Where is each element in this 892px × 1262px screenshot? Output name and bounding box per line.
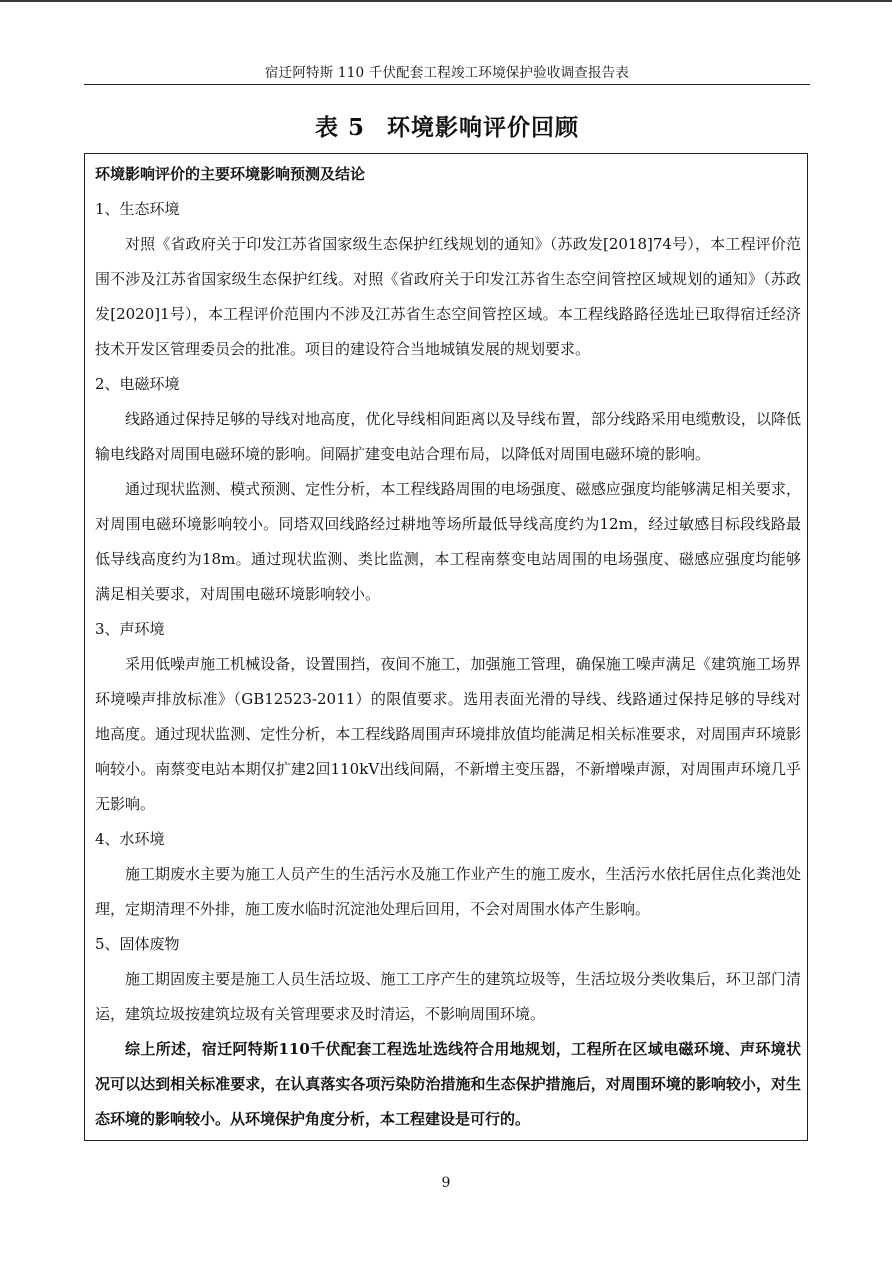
table-title [84,112,810,144]
table-number: 表 5 [314,114,365,141]
table-name: 环境影响评价回顾 [387,114,579,141]
paragraph-water: 施工期废水主要为施工人员产生的生活污水及施工作业产生的施工废水，生活污水依托居住点化粪池处理，定期清理不外排，施工废水临时沉淀池处理后回用，不会对周围水体产生影响。 [95,865,801,918]
section-title-solid-waste: 5、固体废物 [95,935,180,953]
section-title-ecology: 1、生态环境 [95,200,180,218]
paragraph-electromagnetic-analysis: 通过现状监测、模式预测、定性分析，本工程线路周围的电场强度、磁感应强度均能够满足相关要求，对周围电磁环境影响较小。同塔双回线路经过耕地等场所最低导线高度约为12m，经过敏感目标段线路最低导线高度约为18m。通过现状监测、类比监测，本工程南蔡变电站周围的电场强度、磁感应强度均能够满足相关要求，对周围电磁环境影响较小。 [95,480,801,603]
paragraph-acoustic: 采用低噪声施工机械设备，设置围挡，夜间不施工，加强施工管理，确保施工噪声满足《建筑施工场界环境噪声排放标准》（GB12523-2011）的限值要求。选用表面光滑的导线、线路通过保持足够的导线对地高度。通过现状监测、定性分析，本工程线路周围声环境排放值均能满足相关标准要求，对周围声环境影响较小。南蔡变电站本期仅扩建2回110kV出线间隔，不新增主变压器，不新增噪声源，对周围声环境几乎无影响。 [95,655,801,813]
content-body [95,157,801,1137]
header-rule [84,84,810,85]
conclusion-paragraph: 综上所述，宿迁阿特斯110千伏配套工程选址选线符合用地规划，工程所在区域电磁环境、声环境状况可以达到相关标准要求，在认真落实各项污染防治措施和生态保护措施后，对周围环境的影响较小，对生态环境的影响较小。从环境保护角度分析，本工程建设是可行的。 [95,1040,801,1128]
running-header: 宿迁阿特斯 110 千伏配套工程竣工环境保护验收调查报告表 [264,65,630,81]
section-title-acoustic: 3、声环境 [95,620,165,638]
content-heading: 环境影响评价的主要环境影响预测及结论 [95,165,366,183]
paragraph-ecology: 对照《省政府关于印发江苏省国家级生态保护红线规划的通知》（苏政发[2018]74号），本工程评价范围不涉及江苏省国家级生态保护红线。对照《省政府关于印发江苏省生态空间管控区域规划的通知》（苏政发[2020]1号），本工程评价范围内不涉及江苏省生态空间管控区域。本工程线路路径选址已取得宿迁经济技术开发区管理委员会的批准。项目的建设符合当地城镇发展的规划要求。 [95,235,801,358]
paragraph-electromagnetic-measures: 线路通过保持足够的导线对地高度，优化导线相间距离以及导线布置，部分线路采用电缆敷设，以降低输电线路对周围电磁环境的影响。间隔扩建变电站合理布局，以降低对周围电磁环境的影响。 [95,410,801,463]
paragraph-solid-waste: 施工期固废主要是施工人员生活垃圾、施工工序产生的建筑垃圾等，生活垃圾分类收集后，环卫部门清运，建筑垃圾按建筑垃圾有关管理要求及时清运，不影响周围环境。 [95,970,801,1023]
page-number: 9 [441,1175,451,1191]
content-frame [84,153,808,1141]
section-title-water: 4、水环境 [95,830,165,848]
section-title-electromagnetic: 2、电磁环境 [95,375,180,393]
page-top-border [0,0,892,2]
